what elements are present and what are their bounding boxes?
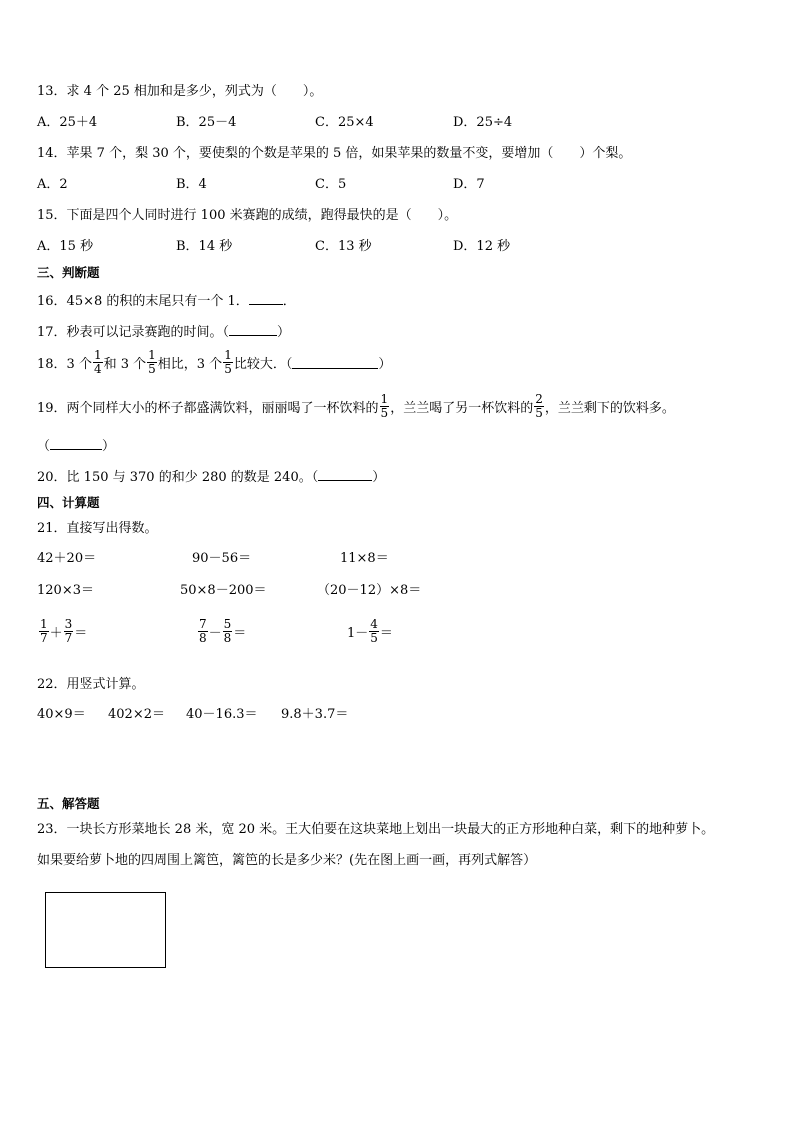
- question-23-line-2: 如果要给萝卜地的四周围上篱笆，篱笆的长是多少米？(先在图上画一画，再列式解答）: [37, 853, 537, 868]
- q14-option-c[interactable]: C．5: [315, 177, 347, 192]
- q21-7-op: ＋: [49, 626, 63, 641]
- q15-option-c[interactable]: C．13 秒: [315, 239, 372, 254]
- vegetable-plot-rectangle[interactable]: [45, 892, 166, 968]
- q19-open: （: [37, 439, 51, 454]
- question-23-line-1: 23．一块长方形菜地长 28 米，宽 20 米。王大伯要在这块菜地上划出一块最大的正方形地种白菜，剩下的地种萝卜。: [37, 822, 715, 837]
- q16-text: 16．45×8 的积的末尾只有一个 1．: [37, 294, 249, 309]
- q21-7-fraction-1: $\frac{1}{7}$: [40, 617, 48, 645]
- q19-part3: ，兰兰剩下的饮料多。: [544, 401, 675, 416]
- question-16: [37, 292, 296, 310]
- q21-9-fraction-1: $\frac{4}{5}$: [370, 617, 378, 645]
- question-20: [37, 468, 385, 486]
- q18-fraction-1: $\frac{1}{4}$: [93, 348, 102, 376]
- q19-answer: [37, 437, 115, 455]
- q16-end: ．: [282, 294, 296, 309]
- q14-option-b[interactable]: B．4: [176, 177, 207, 192]
- q19-close: ）: [102, 439, 116, 454]
- q18-part1: 18．3 个: [37, 357, 92, 372]
- q21-item-2: 90－56＝: [192, 551, 252, 566]
- q19-fraction-1: $\frac{1}{5}$: [380, 392, 389, 420]
- q18-part3: 相比，3 个: [157, 357, 223, 372]
- question-18: [37, 349, 391, 376]
- q15-option-d[interactable]: D．12 秒: [453, 239, 511, 254]
- q21-item-5: 50×8－200＝: [180, 583, 267, 598]
- q18-fraction-2: $\frac{1}{5}$: [148, 348, 156, 376]
- q17-text: 17．秒表可以记录赛跑的时间。（: [37, 325, 230, 340]
- q20-answer-blank[interactable]: [318, 468, 372, 481]
- q21-7-eq: ＝: [74, 626, 88, 641]
- section-4-heading: 四、计算题: [37, 495, 100, 510]
- q22-item-3: 40－16.3＝: [186, 707, 258, 722]
- q19-part2: ，兰兰喝了另一杯饮料的: [390, 401, 534, 416]
- q13-option-b[interactable]: B．25－4: [176, 115, 237, 130]
- q19-part1: 19．两个同样大小的杯子都盛满饮料，丽丽喝了一杯饮料的: [37, 401, 379, 416]
- q17-answer-blank[interactable]: [229, 323, 277, 336]
- q21-8-fraction-2: $\frac{5}{8}$: [223, 617, 232, 645]
- q21-item-1: 42＋20＝: [37, 551, 97, 566]
- q21-item-4: 120×3＝: [37, 583, 94, 598]
- question-13-stem: 13．求 4 个 25 相加和是多少，列式为（ ）。: [37, 84, 323, 99]
- q21-item-8: [197, 618, 246, 645]
- q15-option-b[interactable]: B．14 秒: [176, 239, 233, 254]
- question-14-stem: 14．苹果 7 个，梨 30 个，要使梨的个数是苹果的 5 倍，如果苹果的数量不变，要增加（ ）个梨。: [37, 146, 632, 161]
- section-3-heading: 三、判断题: [37, 265, 100, 280]
- q13-option-c[interactable]: C．25×4: [315, 115, 374, 130]
- q14-option-d[interactable]: D．7: [453, 177, 485, 192]
- q19-answer-blank[interactable]: [50, 437, 102, 450]
- q14-option-a[interactable]: A．2: [37, 177, 68, 192]
- q22-item-1: 40×9＝: [37, 707, 86, 722]
- question-19: [37, 393, 675, 420]
- question-17: [37, 323, 290, 341]
- q18-part4: 比较大．（: [233, 357, 293, 372]
- q22-item-2: 402×2＝: [108, 707, 165, 722]
- q21-item-6: （20－12）×8＝: [317, 583, 422, 598]
- q18-fraction-3: $\frac{1}{5}$: [224, 348, 232, 376]
- q19-fraction-2: $\frac{2}{5}$: [535, 392, 543, 420]
- q21-8-eq: ＝: [233, 626, 247, 641]
- q21-8-op: －: [208, 626, 222, 641]
- q16-answer-blank[interactable]: [249, 292, 283, 305]
- q22-item-4: 9.8＋3.7＝: [281, 707, 349, 722]
- q13-option-d[interactable]: D．25÷4: [453, 115, 513, 130]
- q13-option-a[interactable]: A．25＋4: [37, 115, 98, 130]
- q20-end: ）: [372, 470, 386, 485]
- q21-item-7: [38, 618, 87, 645]
- question-21-stem: 21．直接写出得数。: [37, 521, 158, 536]
- q21-item-3: 11×8＝: [340, 551, 389, 566]
- question-22-stem: 22．用竖式计算。: [37, 677, 145, 692]
- question-15-stem: 15．下面是四个人同时进行 100 米赛跑的成绩，跑得最快的是（ ）。: [37, 208, 458, 223]
- q15-option-a[interactable]: A．15 秒: [37, 239, 94, 254]
- q18-answer-blank[interactable]: [292, 356, 378, 369]
- q21-9-eq: ＝: [379, 626, 393, 641]
- q18-part2: 和 3 个: [103, 357, 147, 372]
- q20-text: 20．比 150 与 370 的和少 280 的数是 240。（: [37, 470, 319, 485]
- q21-9-lead: 1－: [347, 626, 369, 641]
- q18-end: ）: [378, 357, 392, 372]
- q17-end: ）: [277, 325, 291, 340]
- q21-8-fraction-1: $\frac{7}{8}$: [199, 617, 207, 645]
- q21-7-fraction-2: $\frac{3}{7}$: [64, 617, 73, 645]
- q21-item-9: [347, 618, 393, 645]
- section-5-heading: 五、解答题: [37, 796, 100, 811]
